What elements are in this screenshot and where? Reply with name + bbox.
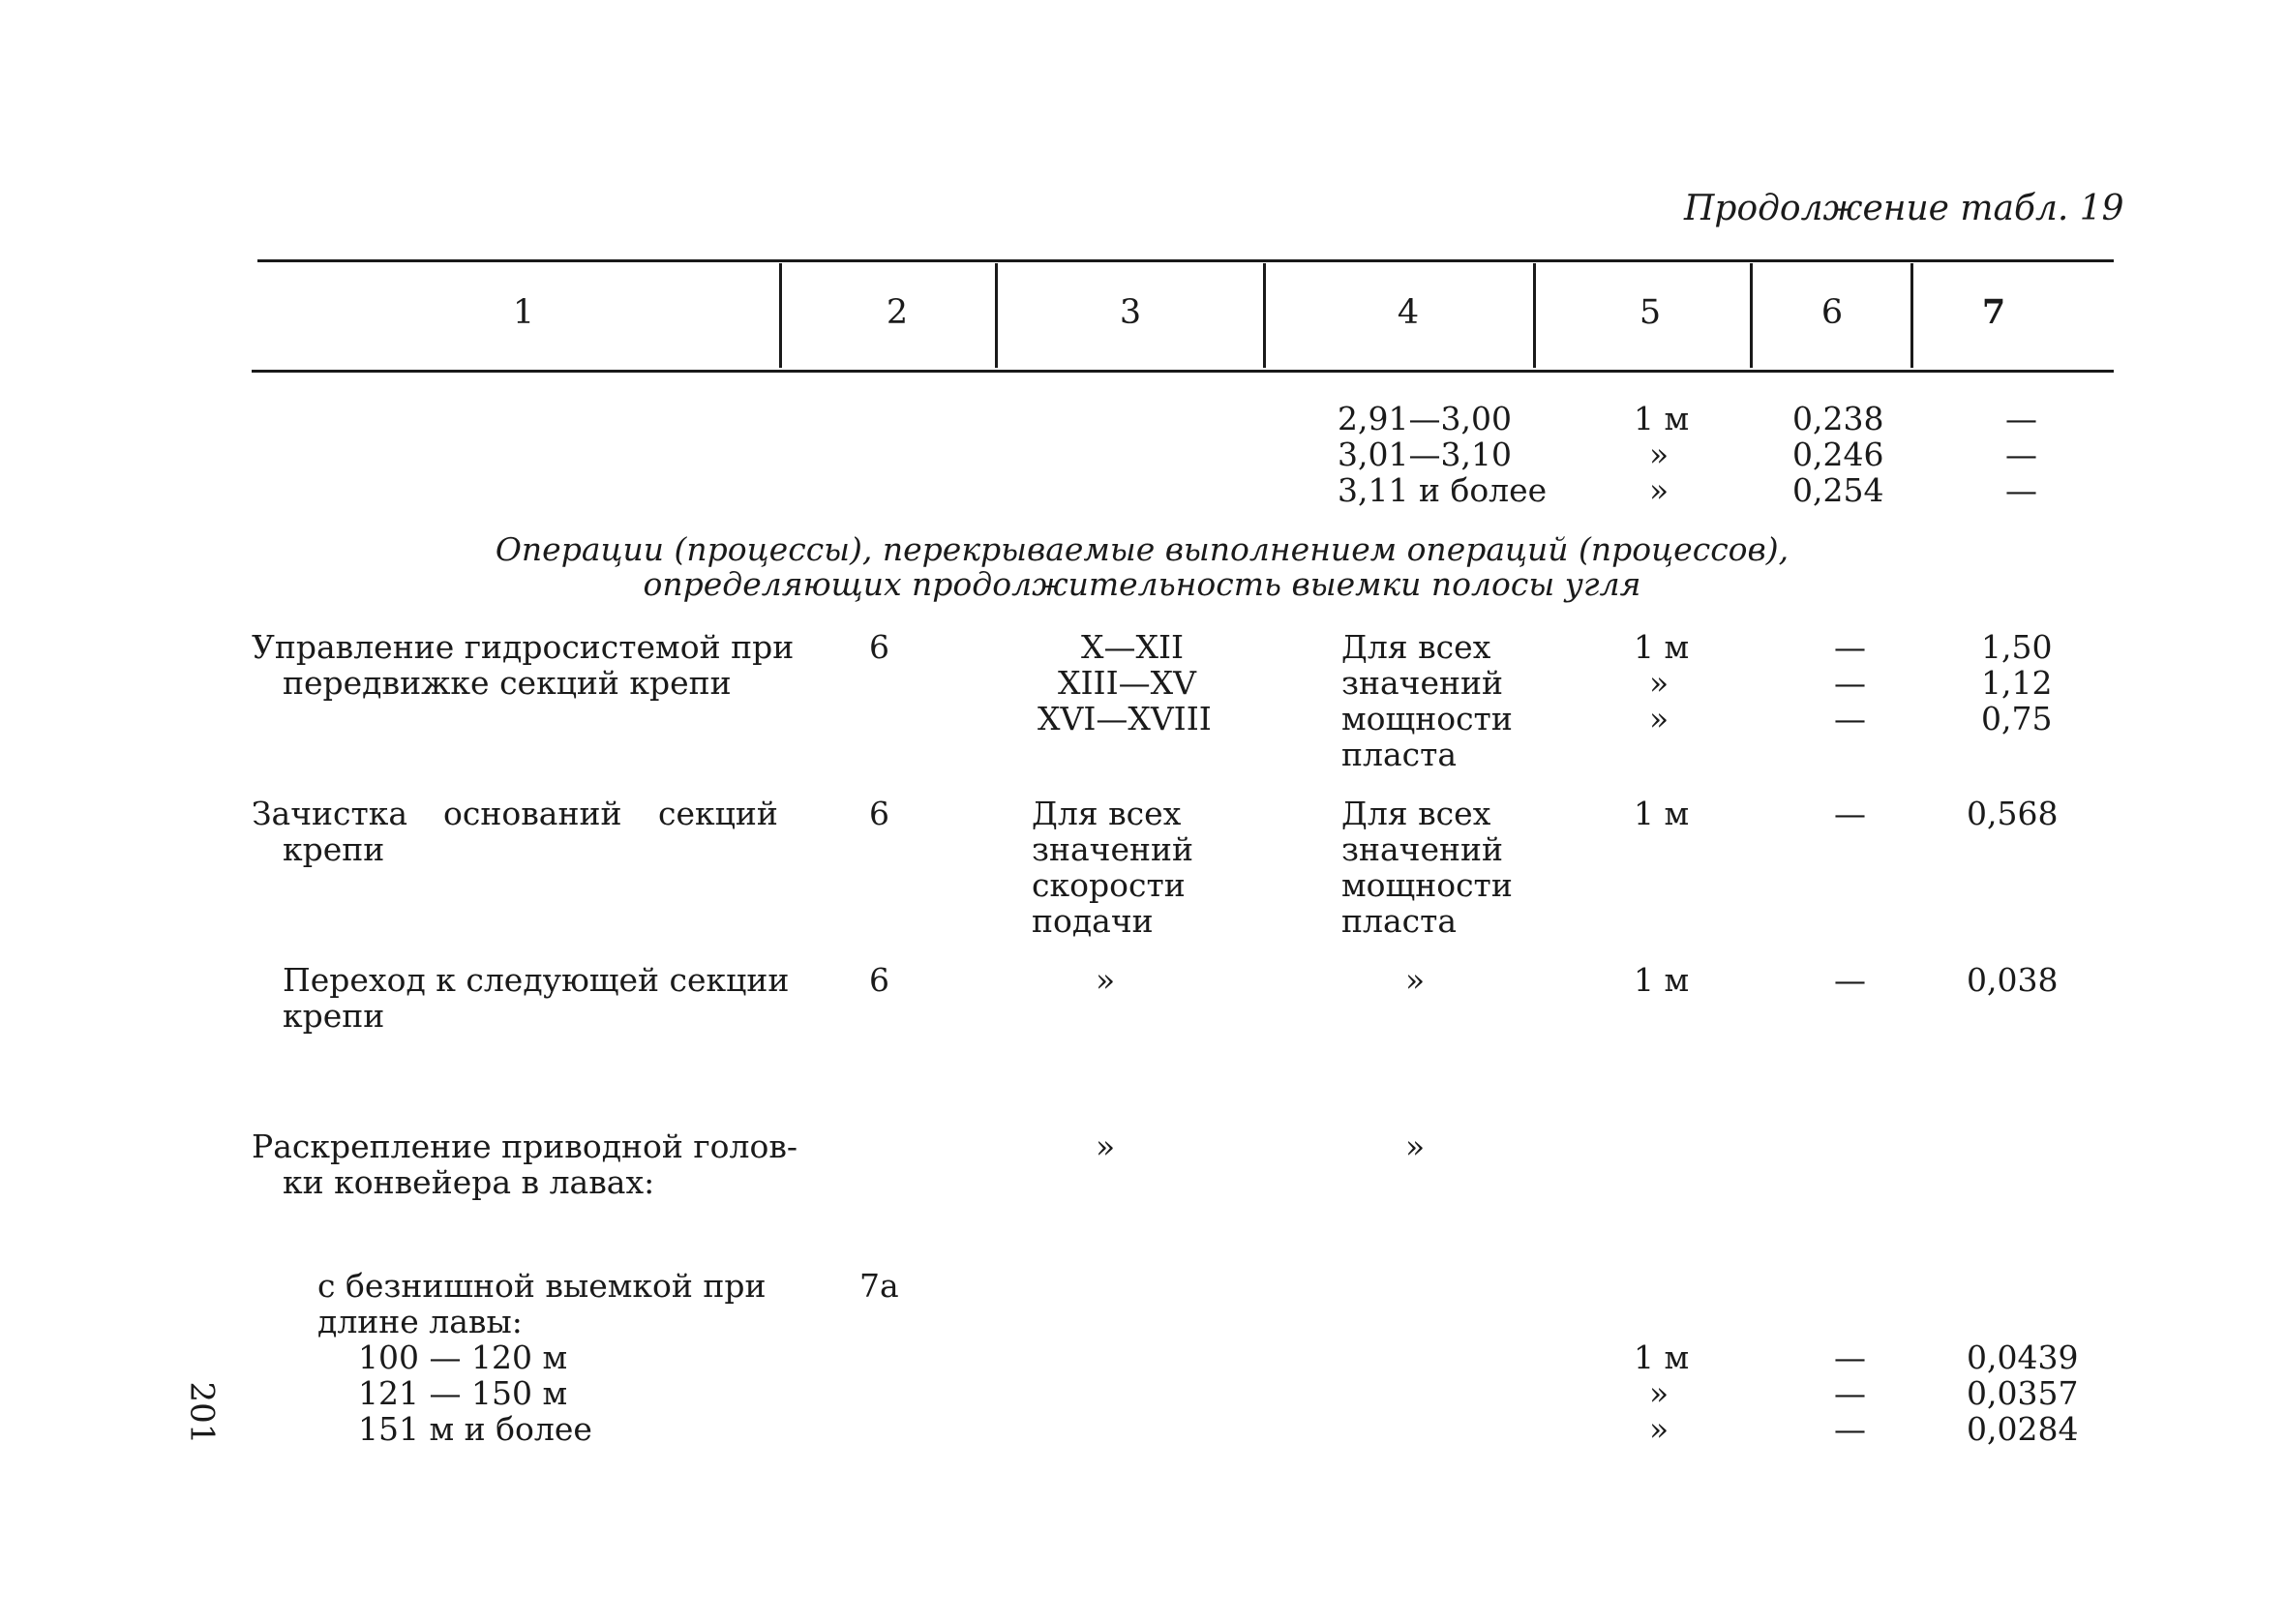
op4-sub-col2: 7а xyxy=(859,1267,899,1305)
column-number-1: 1 xyxy=(512,293,535,332)
column-number-7: 7 xyxy=(1981,292,2006,332)
lava-col7: 0,0357 xyxy=(1967,1374,2079,1412)
op2-col3: подачи xyxy=(1032,902,1154,940)
lava-col6: — xyxy=(1834,1374,1866,1412)
op1-col4: Для всех xyxy=(1341,628,1491,666)
column-number-2: 2 xyxy=(886,293,909,332)
op4-name-line2: ки конвейера в лавах: xyxy=(283,1163,655,1201)
header-top-rule xyxy=(257,259,2114,262)
op1-col7: 0,75 xyxy=(1981,700,2053,737)
op2-col2: 6 xyxy=(869,795,889,832)
op2-col4: мощности xyxy=(1341,866,1513,904)
header-divider xyxy=(1910,263,1913,368)
op2-name-word2: оснований xyxy=(443,795,622,832)
continuation-col6: 0,254 xyxy=(1792,471,1884,509)
op4-sub-name-line2: длине лавы: xyxy=(317,1303,523,1340)
op3-col2: 6 xyxy=(869,961,889,999)
continuation-col7: — xyxy=(2005,436,2037,473)
op1-col2: 6 xyxy=(869,628,889,666)
continuation-unit: » xyxy=(1649,436,1669,473)
op1-col5: 1 м xyxy=(1634,628,1690,666)
continuation-unit: » xyxy=(1649,471,1669,509)
op2-col3: значений xyxy=(1032,830,1193,868)
op1-col6: — xyxy=(1834,628,1866,666)
lava-length: 100 — 120 м xyxy=(358,1338,568,1376)
header-divider xyxy=(1750,263,1753,368)
column-number-5: 5 xyxy=(1639,293,1662,332)
op2-col4: значений xyxy=(1341,830,1503,868)
lava-length: 121 — 150 м xyxy=(358,1374,568,1412)
op2-col4: Для всех xyxy=(1341,795,1491,832)
lava-length: 151 м и более xyxy=(358,1410,592,1448)
op1-col3: X—XII xyxy=(1081,628,1185,666)
op2-col6: — xyxy=(1834,795,1866,832)
column-number-6: 6 xyxy=(1820,293,1844,332)
op2-col4: пласта xyxy=(1341,902,1458,940)
page-number: 201 xyxy=(182,1381,222,1445)
op1-col3: XIII—XV xyxy=(1058,664,1196,702)
op1-col7: 1,50 xyxy=(1981,628,2053,666)
op3-col3: » xyxy=(1096,961,1116,999)
op4-col3: » xyxy=(1096,1128,1116,1165)
section-heading-line1: Операции (процессы), перекрываемые выполнением операций (процессов), xyxy=(495,530,1790,568)
op2-name-word3: секций xyxy=(658,795,778,832)
lava-col7: 0,0439 xyxy=(1967,1338,2079,1376)
continuation-range: 3,01—3,10 xyxy=(1338,436,1512,473)
op2-col7: 0,568 xyxy=(1967,795,2059,832)
lava-unit: 1 м xyxy=(1634,1338,1690,1376)
continuation-unit: 1 м xyxy=(1634,400,1690,437)
header-divider xyxy=(1533,263,1536,368)
op1-col4: значений xyxy=(1341,664,1503,702)
op2-col3: Для всех xyxy=(1032,795,1182,832)
continuation-range: 3,11 и более xyxy=(1338,471,1548,509)
column-number-4: 4 xyxy=(1397,293,1420,332)
column-number-3: 3 xyxy=(1119,293,1142,332)
op1-col7: 1,12 xyxy=(1981,664,2053,702)
op3-name-line2: крепи xyxy=(283,997,385,1035)
continuation-col6: 0,238 xyxy=(1792,400,1884,437)
op1-col5: » xyxy=(1649,664,1669,702)
op1-col4: пласта xyxy=(1341,736,1458,773)
op2-name-line2: крепи xyxy=(283,830,385,868)
continuation-col7: — xyxy=(2005,400,2037,437)
op1-col3: XVI—XVIII xyxy=(1038,700,1212,737)
continuation-range: 2,91—3,00 xyxy=(1338,400,1512,437)
header-divider xyxy=(779,263,782,368)
op1-col5: » xyxy=(1649,700,1669,737)
continuation-col6: 0,246 xyxy=(1792,436,1884,473)
lava-col6: — xyxy=(1834,1410,1866,1448)
lava-unit: » xyxy=(1649,1374,1669,1412)
op1-name-line2: передвижке секций крепи xyxy=(283,664,732,702)
op2-col5: 1 м xyxy=(1634,795,1690,832)
op3-col5: 1 м xyxy=(1634,961,1690,999)
op1-col4: мощности xyxy=(1341,700,1513,737)
op3-col6: — xyxy=(1834,961,1866,999)
header-divider xyxy=(995,263,998,368)
lava-col7: 0,0284 xyxy=(1967,1410,2079,1448)
table-caption: Продолжение табл. 19 xyxy=(1684,189,2124,228)
op1-col6: — xyxy=(1834,700,1866,737)
op1-col6: — xyxy=(1834,664,1866,702)
header-divider xyxy=(1263,263,1266,368)
header-bottom-rule xyxy=(252,370,2114,373)
op2-col3: скорости xyxy=(1032,866,1186,904)
op4-col4: » xyxy=(1405,1128,1426,1165)
op1-name-line1: Управление гидросистемой при xyxy=(252,628,795,666)
op2-name-word1: Зачистка xyxy=(252,795,408,832)
lava-unit: » xyxy=(1649,1410,1669,1448)
op3-col7: 0,038 xyxy=(1967,961,2059,999)
continuation-col7: — xyxy=(2005,471,2037,509)
op3-name-line1: Переход к следующей секции xyxy=(283,961,790,999)
op4-sub-name-line1: с безнишной выемкой при xyxy=(317,1267,767,1305)
lava-col6: — xyxy=(1834,1338,1866,1376)
op3-col4: » xyxy=(1405,961,1426,999)
section-heading-line2: определяющих продолжительность выемки полосы угля xyxy=(643,565,1641,603)
op4-name-line1: Раскрепление приводной голов- xyxy=(252,1128,798,1165)
